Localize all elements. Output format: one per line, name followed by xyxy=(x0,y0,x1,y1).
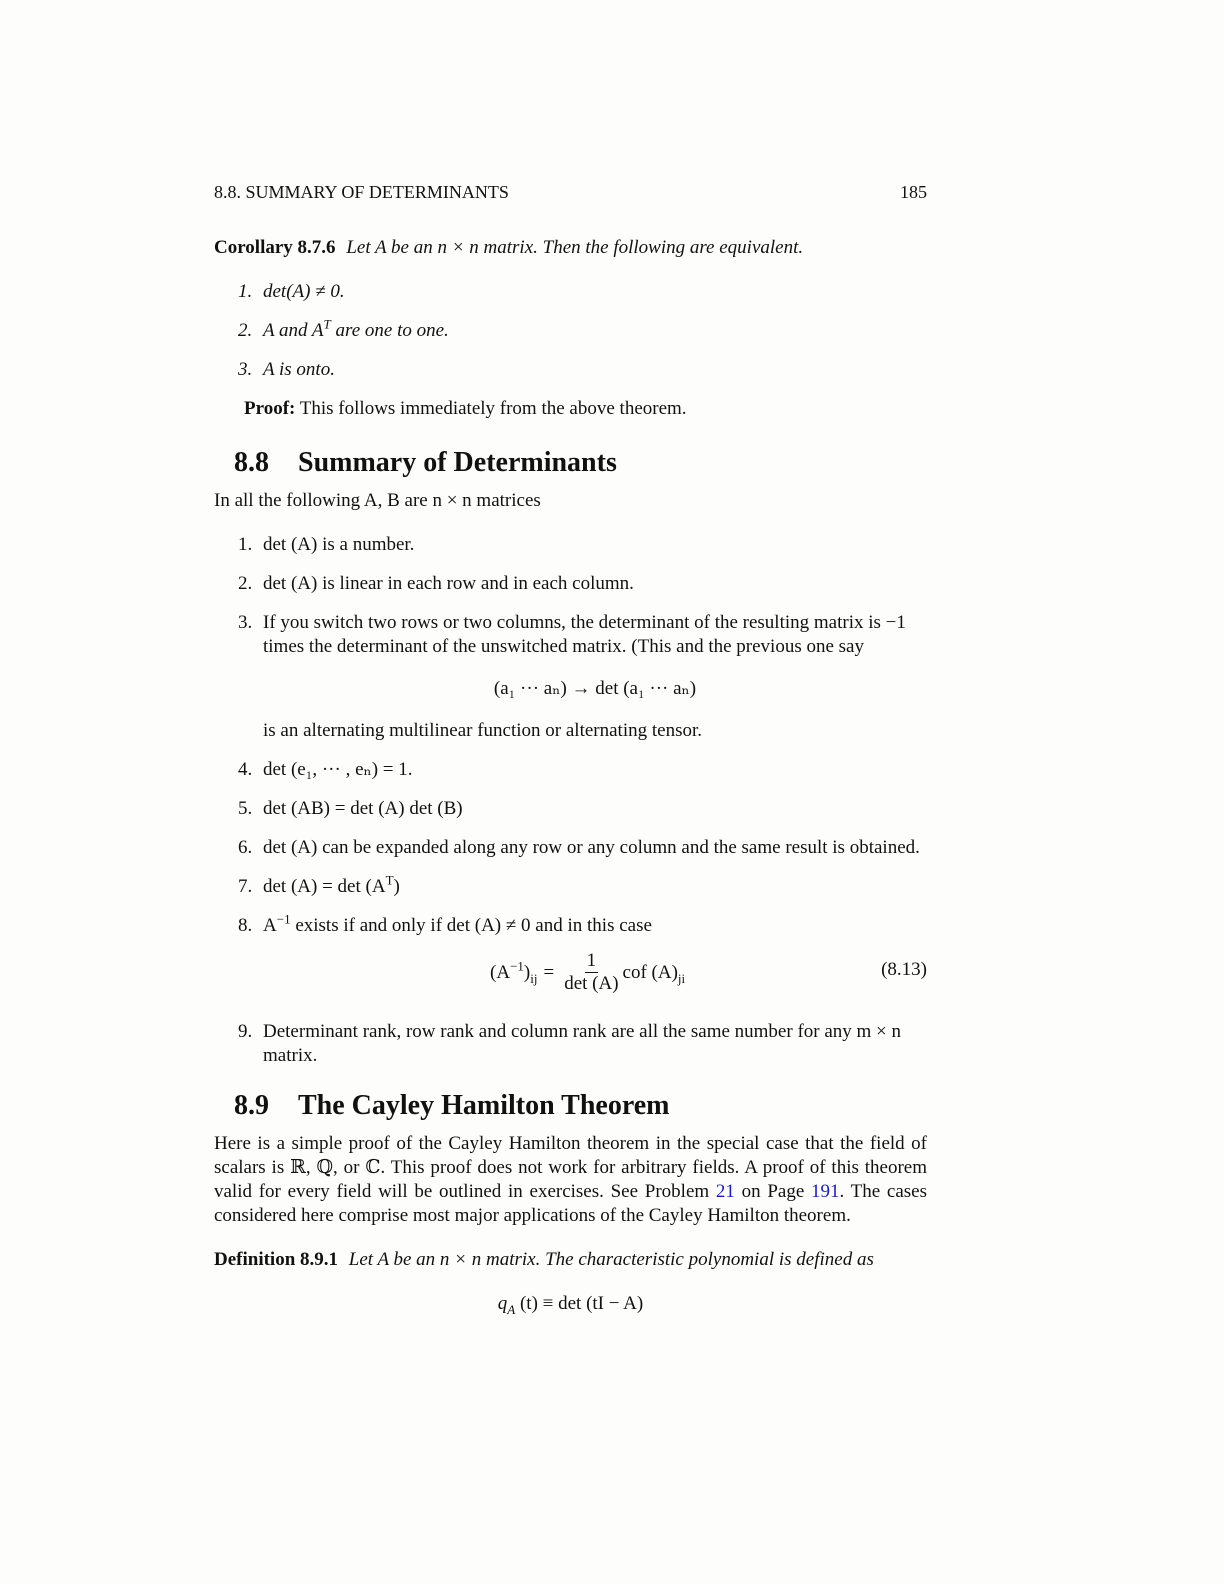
eq-lhs: $(A^{-1})_{ij}$ xyxy=(490,958,538,986)
summary-list xyxy=(214,533,927,938)
fraction-numerator: 1 xyxy=(586,950,597,971)
fraction-denominator: det (A) xyxy=(564,973,619,994)
item-number: 3. xyxy=(238,612,253,633)
list-item xyxy=(238,533,927,557)
corollary xyxy=(214,236,927,260)
list-item xyxy=(238,611,927,743)
item-number: 1. xyxy=(238,281,253,302)
summary-list-continued xyxy=(214,1020,927,1068)
proof-label: Proof: xyxy=(244,398,296,419)
list-item xyxy=(238,572,927,596)
section-number: 8.8 xyxy=(234,447,269,478)
item-text: A is onto. xyxy=(263,359,335,380)
cayley-hamilton-paragraph: Here is a simple proof of the Cayley Hamilton theorem in the special case that the field of scalars is ℝ, ℚ, or ℂ. This proof does not work for arbitrary fields. A proof of this theorem valid for every field will be outlined in exercises. See Problem 21 on Page 191. The cases considered here comprise most major applications of the Cayley Hamilton theorem. xyxy=(214,1133,928,1226)
definition-statement: Let A be an n × n matrix. The characteristic polynomial is defined as xyxy=(348,1249,874,1270)
item-text: If you switch two rows or two columns, the determinant of the resulting matrix is −1 times the determinant of the unswitched matrix. (This and the previous one say xyxy=(263,612,906,657)
section-heading-8-8 xyxy=(234,447,927,479)
section-number: 8.9 xyxy=(234,1090,269,1121)
equation-body xyxy=(490,950,685,995)
item-text: det(A) ≠ 0. xyxy=(263,281,345,302)
eq-fraction xyxy=(564,950,618,995)
section-title: The Cayley Hamilton Theorem xyxy=(298,1090,670,1121)
eq-equals: = xyxy=(543,961,555,983)
page xyxy=(214,180,927,1334)
characteristic-polynomial-display: $q_A$ (t) ≡ det (tI − A) xyxy=(497,1293,644,1317)
item-text: det (A) can be expanded along any row or any column and the same result is obtained. xyxy=(263,837,920,858)
list-item xyxy=(238,911,927,938)
corollary-list xyxy=(214,280,927,382)
item-number: 5. xyxy=(238,798,253,819)
list-item xyxy=(238,280,927,304)
item-text: $A^{-1}$ exists if and only if det (A) ≠ 0 and in this case xyxy=(263,911,652,936)
item-number: 3. xyxy=(238,359,253,380)
item-text: det (e₁, ··· , eₙ) = 1. xyxy=(263,759,413,780)
item-text: $\det (A) = \det (A^T)$ xyxy=(263,872,400,897)
item-continuation: is an alternating multilinear function or alternating tensor. xyxy=(263,720,702,741)
item-number: 7. xyxy=(238,876,253,897)
equation-8-13 xyxy=(214,946,927,996)
page-number: 185 xyxy=(900,182,927,202)
page-link[interactable]: 191 xyxy=(811,1181,840,1202)
item-number: 8. xyxy=(238,915,253,936)
corollary-label: Corollary 8.7.6 xyxy=(214,237,336,258)
section-heading-8-9 xyxy=(234,1090,927,1122)
list-item xyxy=(238,758,927,782)
section-title: Summary of Determinants xyxy=(298,447,617,478)
list-item xyxy=(238,797,927,821)
item-text: det (AB) = det (A) det (B) xyxy=(263,798,463,819)
proof-text: This follows immediately from the above theorem. xyxy=(299,398,687,419)
item-number: 4. xyxy=(238,759,253,780)
corollary-statement: Let A be an n × n matrix. Then the following are equivalent. xyxy=(346,237,804,258)
item-number: 6. xyxy=(238,837,253,858)
list-item xyxy=(238,872,927,899)
item-number: 9. xyxy=(238,1021,253,1042)
item-text: det (A) is linear in each row and in each column. xyxy=(263,573,634,594)
display-equation: (a₁ ··· aₙ) → det (a₁ ··· aₙ) xyxy=(493,678,697,699)
item-number: 2. xyxy=(238,573,253,594)
eq-rhs: cof $(A)_{ji}$ xyxy=(622,961,686,986)
definition-label: Definition 8.9.1 xyxy=(214,1249,339,1270)
item-number: 2. xyxy=(238,320,253,341)
list-item xyxy=(238,316,927,343)
proof xyxy=(244,397,927,421)
running-header xyxy=(214,180,927,204)
item-text: A and $A^T$ are one to one. xyxy=(263,316,449,341)
list-item xyxy=(238,836,927,860)
list-item xyxy=(238,358,927,382)
item-body xyxy=(263,611,927,743)
header-section: 8.8. SUMMARY OF DETERMINANTS xyxy=(214,182,509,202)
definition xyxy=(214,1248,927,1272)
item-text: Determinant rank, row rank and column rank are all the same number for any m × n matrix. xyxy=(263,1021,902,1066)
item-text: det (A) is a number. xyxy=(263,534,415,555)
problem-link[interactable]: 21 xyxy=(715,1181,735,1202)
list-item xyxy=(238,1020,927,1068)
equation-number: (8.13) xyxy=(881,959,927,980)
item-number: 1. xyxy=(238,534,253,555)
section-intro: In all the following A, B are n × n matrices xyxy=(214,490,541,511)
